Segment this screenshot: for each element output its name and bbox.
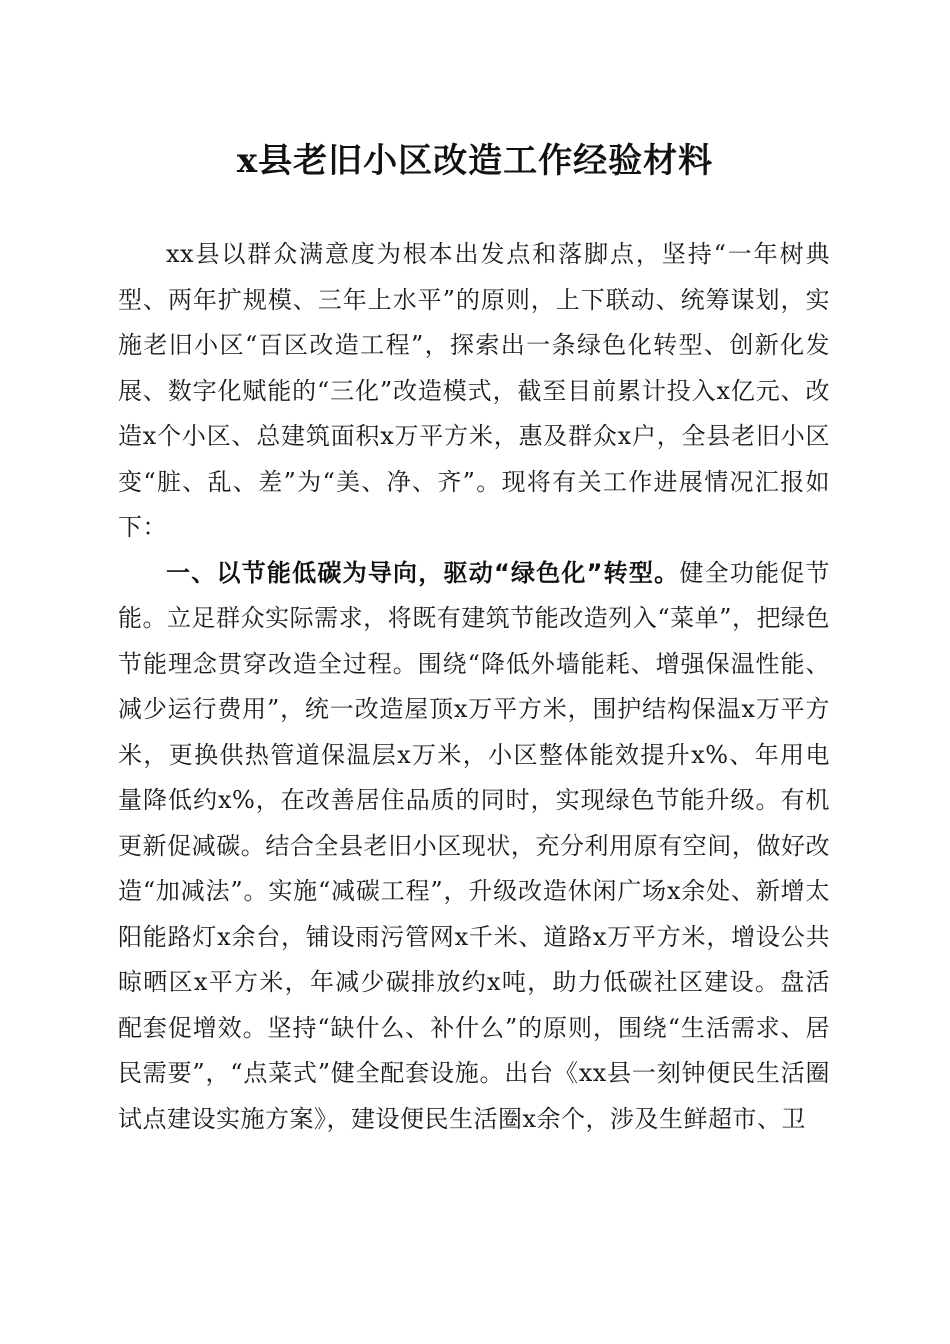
document-body: [118, 232, 830, 1142]
section-1-heading: 一、以节能低碳为导向，驱动“绿色化”转型。: [166, 558, 680, 587]
document-title: x县老旧小区改造工作经验材料: [236, 141, 714, 181]
section-1-paragraph: [118, 551, 830, 1143]
section-1-body: 健全功能促节能。立足群众实际需求，将既有建筑节能改造列入“菜单”，把绿色节能理念贯穿改造全过程。围绕“降低外墙能耗、增强保温性能、减少运行费用”，统一改造屋顶x万平方米，围护结构保温x万平方米，更换供热管道保温层x万米，小区整体能效提升x%、年用电量降低约x%，在改善居住品质的同时，实现绿色节能升级。有机更新促减碳。结合全县老旧小区现状，充分利用原有空间，做好改造“加减法”。实施“减碳工程”，升级改造休闲广场x余处、新增太阳能路灯x余台，铺设雨污管网x千米、道路x万平方米，增设公共晾晒区x平方米，年减少碳排放约x吨，助力低碳社区建设。盘活配套促增效。坚持“缺什么、补什么”的原则，围绕“生活需求、居民需要”，“点菜式”健全配套设施。出台《xx县一刻钟便民生活圈试点建设实施方案》，建设便民生活圈x余个，涉及生鲜超市、卫: [118, 558, 831, 1133]
intro-paragraph: xx县以群众满意度为根本出发点和落脚点，坚持“一年树典型、两年扩规模、三年上水平”的原则，上下联动、统筹谋划，实施老旧小区“百区改造工程”，探索出一条绿色化转型、创新化发展、数字化赋能的“三化”改造模式，截至目前累计投入x亿元、改造x个小区、总建筑面积x万平方米，惠及群众x户，全县老旧小区变“脏、乱、差”为“美、净、齐”。现将有关工作进展情况汇报如下：: [118, 240, 830, 541]
